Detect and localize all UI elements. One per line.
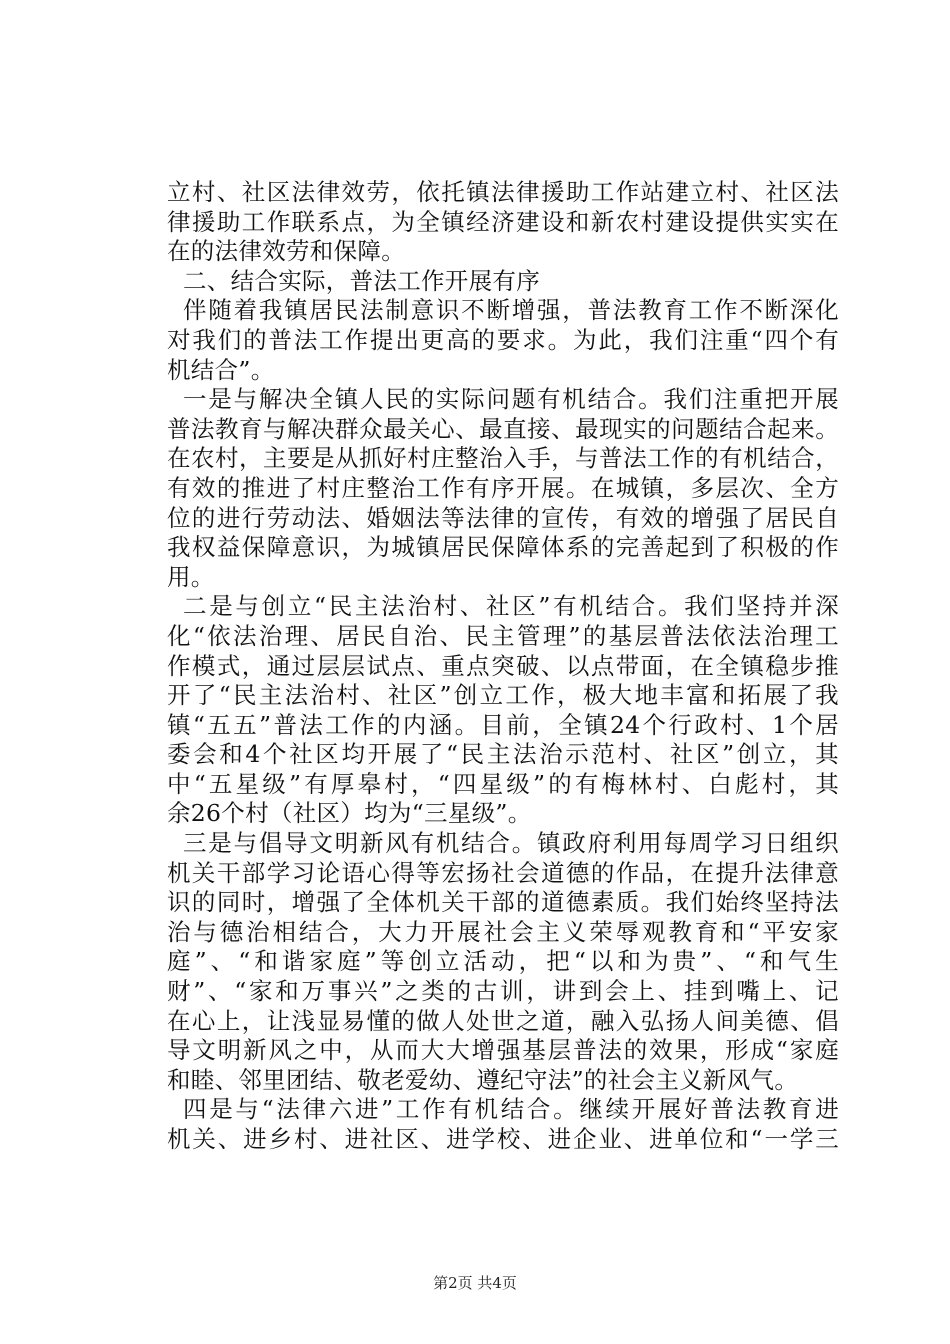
text-line: 委会和4个社区均开展了“民主法治示范村、社区”创立，其 <box>167 740 839 769</box>
text-line: 一是与解决全镇人民的实际问题有机结合。我们注重把开展 <box>183 385 839 414</box>
text-line: 化“依法治理、居民自治、民主管理”的基层普法依法治理工 <box>167 621 839 650</box>
document-body <box>167 178 839 1155</box>
text-line: 识的同时，增强了全体机关干部的道德素质。我们始终坚持法 <box>167 888 839 917</box>
text-line: 三是与倡导文明新风有机结合。镇政府利用每周学习日组织 <box>183 829 839 858</box>
text-line: 中“五星级”有厚皋村，“四星级”的有梅林村、白彪村，其 <box>167 769 839 798</box>
text-line: 余26个村（社区）均为“三星级”。 <box>167 799 532 828</box>
text-line: 律援助工作联系点，为全镇经济建设和新农村建设提供实实在 <box>167 207 839 236</box>
text-line: 普法教育与解决群众最关心、最直接、最现实的问题结合起来。 <box>167 414 839 443</box>
text-line: 位的进行劳动法、婚姻法等法律的宣传，有效的增强了居民自 <box>167 503 839 532</box>
text-line: 在农村，主要是从抓好村庄整治入手，与普法工作的有机结合， <box>167 444 839 473</box>
text-line: 在的法律效劳和保障。 <box>167 237 405 266</box>
text-line: 治与德治相结合，大力开展社会主义荣辱观教育和“平安家 <box>167 917 839 946</box>
text-line: 二是与创立“民主法治村、社区”有机结合。我们坚持并深 <box>183 592 839 621</box>
text-line: 庭”、“和谐家庭”等创立活动，把“以和为贵”、“和气生 <box>167 947 839 976</box>
text-line: 作模式，通过层层试点、重点突破、以点带面，在全镇稳步推 <box>167 651 839 680</box>
page-number-footer: 第2页 共4页 <box>433 1274 517 1292</box>
text-line: 用。 <box>167 562 215 591</box>
text-line: 四是与“法律六进”工作有机结合。继续开展好普法教育进 <box>183 1095 839 1124</box>
text-line: 机结合”。 <box>167 355 275 384</box>
text-line: 机关、进乡村、进社区、进学校、进企业、进单位和“一学三 <box>167 1125 839 1153</box>
text-line: 镇“五五”普法工作的内涵。目前，全镇24个行政村、1个居 <box>167 710 839 739</box>
text-line: 和睦、邻里团结、敬老爱幼、遵纪守法”的社会主义新风气。 <box>167 1065 799 1094</box>
text-line: 伴随着我镇居民法制意识不断增强，普法教育工作不断深化 <box>183 296 839 325</box>
text-line: 我权益保障意识，为城镇居民保障体系的完善起到了积极的作 <box>167 533 839 562</box>
text-line: 在心上，让浅显易懂的做人处世之道，融入弘扬人间美德、倡 <box>167 1006 839 1035</box>
text-line: 对我们的普法工作提出更高的要求。为此，我们注重“四个有 <box>167 325 839 354</box>
text-line: 立村、社区法律效劳，依托镇法律援助工作站建立村、社区法 <box>167 178 839 206</box>
text-line: 开了“民主法治村、社区”创立工作，极大地丰富和拓展了我 <box>167 681 839 710</box>
text-line: 财”、“家和万事兴”之类的古训，讲到会上、挂到嘴上、记 <box>167 977 839 1006</box>
text-line: 导文明新风之中，从而大大增强基层普法的效果，形成“家庭 <box>167 1036 839 1065</box>
section-heading: 二、结合实际，普法工作开展有序 <box>183 266 540 295</box>
text-line: 机关干部学习论语心得等宏扬社会道德的作品，在提升法律意 <box>167 858 839 887</box>
text-line: 有效的推进了村庄整治工作有序开展。在城镇，多层次、全方 <box>167 473 839 502</box>
